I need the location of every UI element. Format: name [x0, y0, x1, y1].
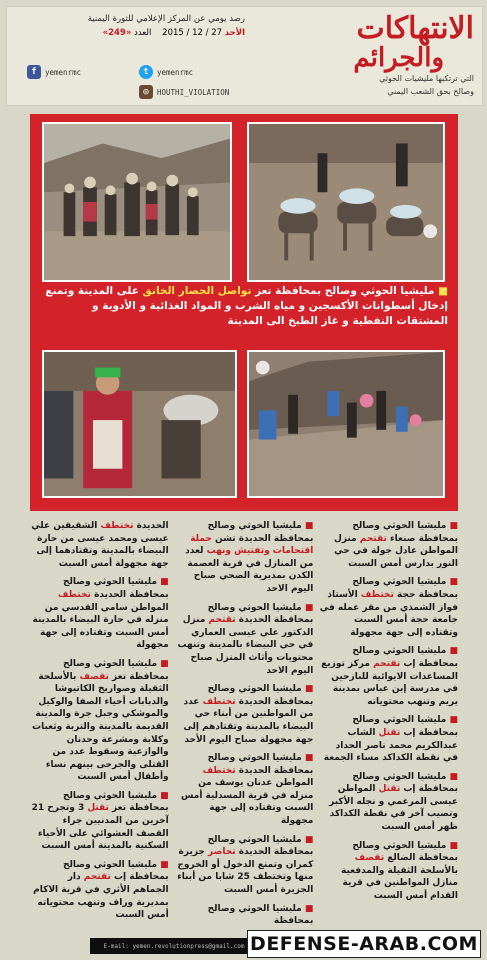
news-item	[30, 790, 169, 853]
news-item-text: الشاب عبدالكريم محمد ناصر الحداد في نقطة الكداكد مساء الجمعة	[323, 727, 458, 764]
featured-banner	[30, 114, 458, 511]
bullet-icon: ■	[301, 903, 314, 914]
banner-highlight: تواصل الحصار الخانق	[142, 285, 252, 297]
bullet-icon: ■	[301, 521, 314, 531]
news-item-highlight: تختطف	[57, 589, 91, 600]
issue-label: العدد	[134, 28, 152, 38]
site-watermark: DEFENSE-ARAB.COM	[247, 930, 481, 958]
bullet-icon: ■	[301, 602, 314, 613]
twitter-link[interactable]	[139, 65, 193, 79]
facebook-handle: yemenrmc	[45, 67, 82, 77]
banner-line-a-end: على المدينة وتمنع	[45, 285, 139, 297]
news-item-text: دار الجماهم الأثري في قرية الاكام بمديرية وراف وتنهب محتوياته أمس السبت	[33, 872, 169, 921]
bullet-icon: ■	[446, 646, 458, 657]
news-column-left	[30, 520, 169, 932]
news-item-highlight: تقتل	[84, 803, 109, 814]
news-item-highlight: تقصف	[354, 853, 385, 864]
news-item-text: بالأسلحة الثقيلة وصواريخ الكاتيوشا والدبابات أحياء الصفا والوكيل والموشكي وجبل جرة والمدينة القديمة بالمدينة والتربة وثعبات وكلابة ومشرعة وحدنان والوازعية وسقوط عدد من القتلى والجرحى بينهم نساء وأطفال أمس السبت	[32, 671, 169, 783]
news-item-text: المواطن عدنان يوسف من منزله في قرية المسدلية أمس السبت وتقتاده إلى جهة مجهولة	[181, 778, 314, 827]
news-item-text: منزل الدكتور علي عيسى العماري في حي البيضاء بالمدينة وتنهب محتويات وأثاث المنزل صباح اليوم الاحد	[177, 615, 314, 676]
instagram-icon: ◎	[139, 85, 153, 99]
header	[6, 6, 483, 106]
news-item	[30, 576, 169, 652]
news-item	[30, 520, 169, 570]
news-item-text: الشقيقين علي عيسى ومحمد عيسى من حارة البيضاء بالمدينة وتقتادهما إلى جهة مجهولة أمس السبت	[31, 521, 169, 569]
news-item	[319, 714, 458, 764]
news-item-text: مليشيا الحوثي وصالح بمحافظة الحديدة	[207, 834, 314, 858]
news-item-highlight: تختطف	[202, 765, 236, 776]
news-item-text: مليشيا الحوثي وصالح بمحافظة إب	[63, 859, 169, 883]
instagram-handle: HOUTHI_VIOLATION	[157, 87, 230, 97]
news-item-text: مليشيا الحوثي وصالح بمحافظة الضالع	[352, 840, 458, 864]
bullet-icon: ■	[157, 658, 169, 669]
news-item-text: بالأسلحة الثقيلة والمدفعية منازل المواطنين في قرية القدام أمس السبت	[340, 865, 458, 902]
facebook-icon: f	[27, 65, 41, 79]
bullet-icon: ■	[446, 521, 458, 531]
news-item-highlight: تقتحم	[205, 615, 236, 626]
news-item-text: مليشيا الحوثي وصالح بمحافظة إب	[352, 771, 458, 795]
footer-email: E-mail: yemen.revolutionpress@gmail.com	[90, 938, 258, 954]
news-item	[175, 834, 314, 897]
news-item-highlight: حملة اقتحامات وتفتيش ونهب	[190, 533, 314, 557]
news-item	[175, 520, 314, 596]
news-item-text: مليشيا الحوثي وصالح بمحافظة الحديدة	[207, 684, 314, 707]
bullet-icon: ■	[301, 684, 314, 695]
title-description-1: التي ترتكبها مليشيات الحوثي	[379, 74, 474, 83]
news-column-right	[319, 520, 458, 932]
bullet-icon: ■	[446, 840, 458, 851]
news-item-text: مليشيا الحوثي وصالح بمحافظة تعز	[63, 790, 169, 814]
news-item	[30, 859, 169, 922]
news-item-text: مليشيا الحوثي وصالح بمحافظة	[207, 903, 314, 927]
news-item-highlight: تقتحم	[369, 658, 401, 669]
news-columns	[30, 520, 458, 932]
news-item-highlight: تقتحم	[80, 872, 111, 883]
photo-refugees-walking	[42, 122, 232, 282]
news-item	[319, 645, 458, 708]
news-item	[319, 771, 458, 834]
photo-donkeys-caravan	[247, 122, 445, 282]
news-item-highlight: تحاصر	[204, 847, 236, 858]
news-item-text: مليشيا الحوثي وصالح بمحافظة إب	[352, 715, 458, 738]
news-item	[30, 658, 169, 784]
day-label: الأحد	[224, 28, 245, 38]
bullet-icon: ■	[446, 771, 458, 782]
photo-child-supplies	[42, 350, 237, 498]
date-row	[15, 27, 245, 39]
news-item-highlight: تختطف	[357, 589, 394, 600]
info-block	[15, 13, 245, 39]
news-item-text: مليشيا الحوثي وصالح بمحافظة الحديدة تشن	[207, 521, 314, 544]
bullet-icon: ■	[301, 753, 314, 764]
news-item-text: مليشيا الحوثي وصالح بمحافظة الحديدة	[207, 602, 314, 626]
page-subtitle: والجرائم	[353, 43, 444, 73]
news-item-text: الحديدة	[133, 521, 169, 531]
news-item-highlight: تقتل	[375, 727, 401, 738]
news-item-text: منزل المواطن عادل جولة في حي النور بدارس أمس السبت	[334, 533, 458, 569]
news-item	[175, 903, 314, 928]
news-item-highlight: تقتل	[375, 784, 401, 795]
news-item-text: الأستاذ فواز الشمذي من مقر عمله في جامعة حجة أمس السبت وتقتاده إلى جهة مجهولة	[319, 589, 458, 638]
banner-line-a-start: مليشيا الحوثي وصالح بمحافظة تعز	[255, 285, 435, 297]
twitter-icon: t	[139, 65, 153, 79]
news-column-middle	[175, 520, 314, 932]
news-item	[319, 840, 458, 903]
news-item	[175, 752, 314, 828]
news-item-highlight: تختطف	[97, 521, 134, 531]
news-item-text: مليشيا الحوثي وصالح بمحافظة إب	[352, 646, 458, 669]
news-item	[175, 602, 314, 678]
date-value: 27 / 12 / 2015	[162, 28, 223, 38]
news-item-text: عدد من المواطنين من أبناء حي البيضاء بالمدينة وتقتادهم إلى جهة مجهولة صباح اليوم الأحد	[183, 696, 314, 745]
news-item-text: المواطن عيسى المرغمي و نجله الأكبر وتصيب آخر في نقطة الكداكد ظهر أمس السبت	[329, 784, 458, 833]
banner-headline	[44, 284, 448, 329]
title-description-2: وصالح بحق الشعب اليمني	[387, 87, 474, 96]
banner-line-a: ■ مليشيا الحوثي وصالح بمحافظة تعز تواصل الحصار الخانق على المدينة وتمنع	[45, 285, 448, 297]
facebook-link[interactable]	[27, 65, 81, 79]
news-item-text: المواطن سامي القدسي من منزله في حارة البيضاء بالمدينة أمس السبت وتقتاده إلى جهة مجهولة	[32, 602, 169, 651]
news-item-text: مليشيا الحوثي وصالح بمحافظة صنعاء	[352, 521, 458, 544]
report-line: رصد يومي عن المركز الإعلامي للثورة اليمنية	[87, 14, 245, 24]
bullet-icon: ■	[157, 859, 169, 870]
page-title: الانتهاكات	[356, 11, 474, 46]
title-block	[274, 13, 474, 97]
news-item	[175, 683, 314, 746]
news-item-highlight: تختطف	[199, 696, 236, 707]
news-item-text: مليشيا الحوثي وصالح بمحافظة تعز	[63, 658, 169, 682]
photo-mountain-path	[247, 350, 445, 498]
bullet-icon: ■	[301, 834, 314, 845]
news-item-highlight: تقتحم	[356, 533, 387, 544]
twitter-handle: yemenrmc	[157, 67, 194, 77]
news-item-text: مليشيا الحوثي وصالح بمحافظة الحديدة	[63, 577, 169, 600]
news-item	[319, 576, 458, 639]
issue-number: «249»	[102, 28, 132, 38]
news-item-highlight: تقصف	[76, 671, 109, 682]
news-item-text: مركز توزيع المساعدات الايوائية للنازحين في مدرسة إبن عباس بمدينة يريم وتنهب محتوياته	[321, 658, 458, 707]
news-item-text: 3 وتجرح 21 آخرين من المدنيين جراء القصف العشوائي على الأحياء السكنية بالمدينة أمس السبت	[31, 803, 169, 852]
news-item-text: جزيرة كمران وتمنع الدخول أو الخروج منها وتختطف 25 شابا من أبناء الجزيرة أمس السبت	[177, 847, 314, 896]
bullet-icon: ■	[446, 577, 458, 588]
banner-line-b: إدخال أسطوانات الأكسجين و مياه الشرب و المواد الغذائية و الأدوية و المشتقات النفطية و غاز الطبخ الى المدينة	[92, 300, 448, 327]
news-item-text: مليشيا الحوثي وصالح بمحافظة حجة	[352, 577, 458, 600]
bullet-icon: ■	[157, 790, 169, 801]
news-item-text: مليشيا الحوثي وصالح بمحافظة الحديدة	[207, 753, 314, 776]
news-item-text: لعدد من المنازل في قرية العصمة الكدن بمديرية الضحي صباح اليوم الاحد	[185, 546, 314, 594]
news-item	[319, 520, 458, 570]
instagram-link[interactable]	[139, 85, 229, 99]
social-links	[27, 61, 257, 101]
bullet-icon: ■	[446, 715, 458, 726]
bullet-icon: ■	[157, 577, 169, 588]
